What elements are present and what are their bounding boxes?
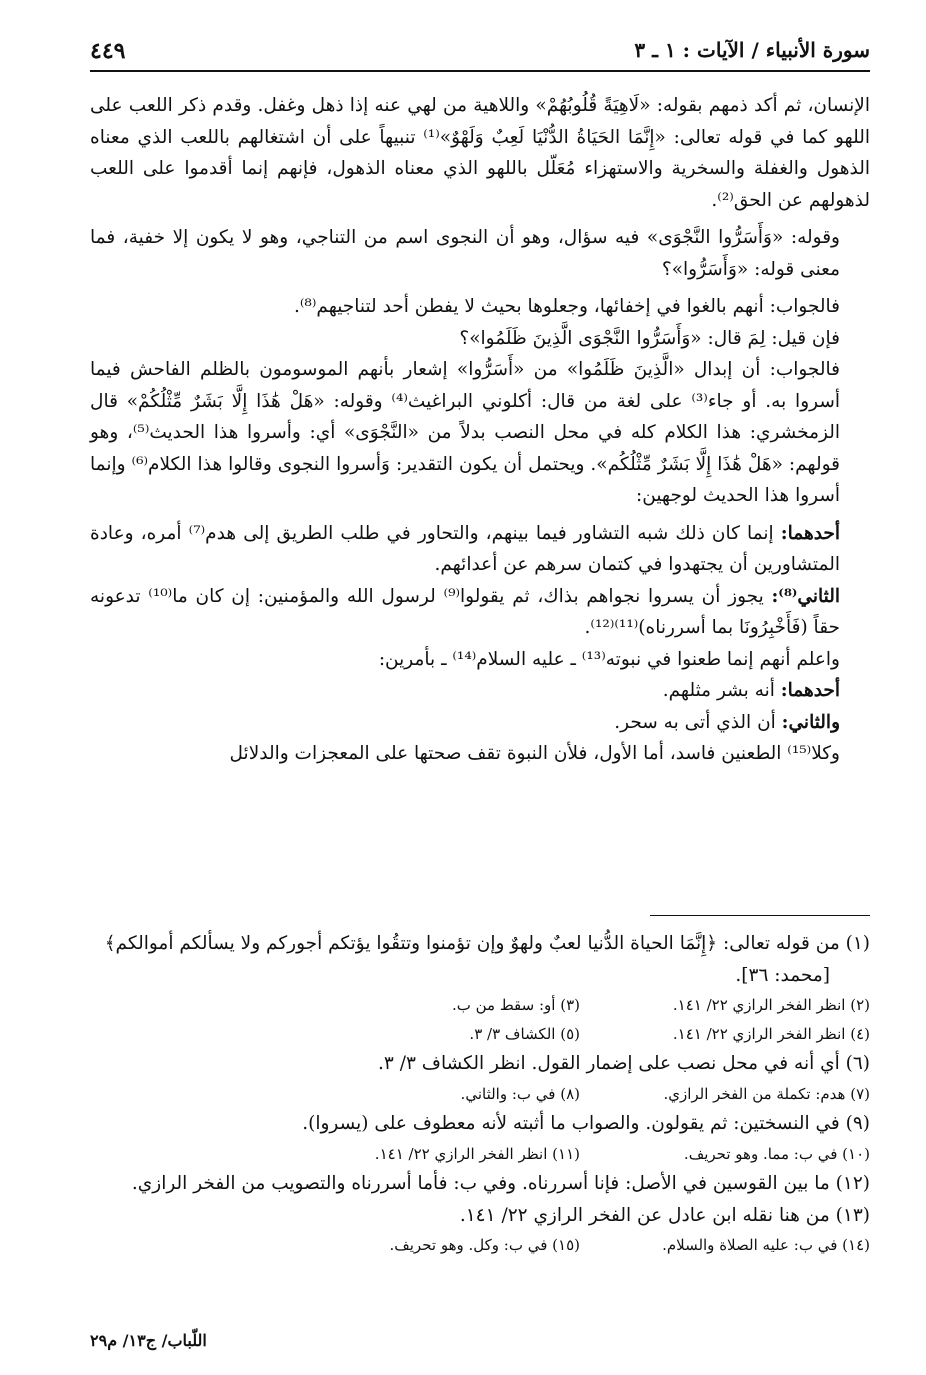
paragraph-2: وقوله: «وَأَسَرُّوا النَّجْوَى» فيه سؤال، وهو أن النجوى اسم من التناجي، وهو لا يكون إلا خفية، فما معنى قوله: «وَأَسَرُّوا»؟ — [90, 227, 840, 280]
footnote-row — [90, 1080, 870, 1109]
point-b-second — [90, 707, 870, 739]
paragraph-5: فالجواب: أن إبدال «الَّذِينَ ظَلَمُوا» من «أَسَرُّوا» إشعار بأنهم الموسومون بالظلم الفاحش فيما أسروا به. أو جاء⁽³⁾ على لغة من قال: أكلوني البراغيث⁽⁴⁾ وقوله: «هَلْ هَٰذَا إِلَّا بَشَرٌ مِّثْلُكُمْ» قال الزمخشري: هذا الكلام كله في محل النصب بدلاً من «النَّجْوَى» أي: وأسروا هذا الحديث⁽⁵⁾، وهو قولهم: «هَلْ هَٰذَا إِلَّا بَشَرٌ مِّثْلُكُم». ويحتمل أن يكون التقدير: وَأسروا النجوى وقالوا هذا الكلام⁽⁶⁾ وإنما أسروا هذا الحديث لوجهين: — [90, 359, 840, 506]
footnote-11: (١١) انظر الفخر الرازي ٢٢/ ١٤١. — [374, 1144, 580, 1163]
footnote-5: (٥) الكشاف ٣/ ٣. — [469, 1024, 580, 1043]
footnote-10: (١٠) في ب: مما. وهو تحريف. — [683, 1144, 870, 1163]
point-b-first-lead: أحدهما: — [780, 680, 840, 701]
footnote-1-continued: [محمد: ٣٦]. — [735, 964, 830, 986]
volume-signature: اللّباب/ ج١٣/ م٢٩ — [90, 1331, 207, 1350]
paragraph-last: وكلا⁽¹⁵⁾ الطعنين فاسد، أما الأول، فلأن النبوة تقف صحتها على المعجزات والدلائل — [229, 743, 840, 764]
footnotes — [90, 928, 870, 1260]
paragraph-1: الإنسان، ثم أكد ذمهم بقوله: «لَاهِيَةً قُلُوبُهُمْ» واللاهية من لهي عنه إذا ذهل وغفل. وقدم ذكر اللعب على اللهو كما في قوله تعالى: «إِنَّمَا الحَيَاةُ الدُّنْيَا لَعِبٌ وَلَهْوٌ»⁽¹⁾ تنبيهاً على أن اشتغالهم باللعب الذي معناه الذهول والغفلة والسخرية والاستهزاء مُعَلّل باللهو الذي معناه الذهول، فإنهم إنما أقدموا على اللعب لذهولهم عن الحق⁽²⁾. — [90, 95, 870, 211]
footnote-row — [90, 1020, 870, 1049]
footnote-1: (١) من قوله تعالى: ﴿إِنَّمَا الحياة الدُّنيا لعبٌ ولهوٌ وإن تؤمنوا وتتقُوا يؤتكم أجوركم ولا يسألكم أموالكم﴾ — [104, 933, 870, 954]
footnote-row — [90, 991, 870, 1020]
footnote-2: (٢) انظر الفخر الرازي ٢٢/ ١٤١. — [672, 996, 870, 1014]
point-second-lead: الثاني⁽⁸⁾: — [771, 585, 840, 607]
main-text — [90, 90, 870, 770]
footnote-separator — [650, 915, 870, 916]
paragraph-4: فإن قيل: لِمَ قال: «وَأَسَرُّوا النَّجْوَى الَّذِينَ ظَلَمُوا»؟ — [459, 327, 840, 349]
footnote-row — [90, 1231, 870, 1260]
point-first-lead: أحدهما: — [780, 522, 841, 544]
point-b-second-text: أن الذي أتى به سحر. — [614, 711, 782, 733]
point-b-first-text: أنه بشر مثلهم. — [662, 680, 781, 701]
header-title: سورة الأنبياء / الآيات : ١ ـ ٣ — [634, 38, 870, 62]
paragraph-know: واعلم أنهم إنما طعنوا في نبوته⁽¹³⁾ ـ عليه السلام⁽¹⁴⁾ ـ بأمرين: — [378, 648, 840, 670]
footnote-row — [90, 1140, 870, 1169]
point-first — [90, 518, 870, 581]
footnote-4: (٤) انظر الفخر الرازي ٢٢/ ١٤١. — [672, 1024, 870, 1043]
point-b-first — [90, 675, 870, 707]
footnote-3: (٣) أو: سقط من ب. — [451, 996, 580, 1014]
point-second — [90, 581, 870, 644]
footnote-14: (١٤) في ب: عليه الصلاة والسلام. — [662, 1236, 870, 1254]
footnote-12: (١٢) ما بين القوسين في الأصل: فإنا أسررناه. وفي ب: فأما أسررناه والتصويب من الفخر الرازي. — [131, 1173, 870, 1194]
footnote-8: (٨) في ب: والثاني. — [460, 1084, 580, 1103]
point-second-text: يجوز أن يسروا نجواهم بذاك، ثم يقولوا⁽⁹⁾ لرسول الله والمؤمنين: إن كان ما⁽¹⁰⁾ تدعونه حقاً (فَأَخْبِرُونَا بما أسررناه)⁽¹¹⁾⁽¹²⁾. — [90, 585, 840, 638]
running-header — [90, 36, 870, 72]
footnote-6: (٦) أي أنه في محل نصب على إضمار القول. انظر الكشاف ٣/ ٣. — [378, 1053, 870, 1074]
page-number: ٤٤٩ — [90, 38, 126, 64]
footnote-7: (٧) هدم: تكملة من الفخر الرازي. — [663, 1084, 870, 1103]
book-page — [90, 30, 870, 1350]
footnote-13: (١٣) من هنا نقله ابن عادل عن الفخر الرازي ٢٢/ ١٤١. — [459, 1204, 870, 1226]
footnote-15: (١٥) في ب: وكل. وهو تحريف. — [389, 1236, 580, 1254]
paragraph-3: فالجواب: أنهم بالغوا في إخفائها، وجعلوها بحيث لا يفطن أحد لتناجيهم⁽⁸⁾. — [293, 296, 840, 317]
point-first-text: إنما كان ذلك شبه التشاور فيما بينهم، والتحاور في طلب الطريق إلى هدم⁽⁷⁾ أمره، وعادة المتشاورين أن يجتهدوا في كتمان سرهم عن أعدائهم. — [90, 522, 840, 575]
footnote-9: (٩) في النسختين: ثم يقولون. والصواب ما أثبته لأنه معطوف على (يسروا). — [302, 1113, 870, 1134]
point-b-second-lead: والثاني: — [781, 711, 840, 733]
